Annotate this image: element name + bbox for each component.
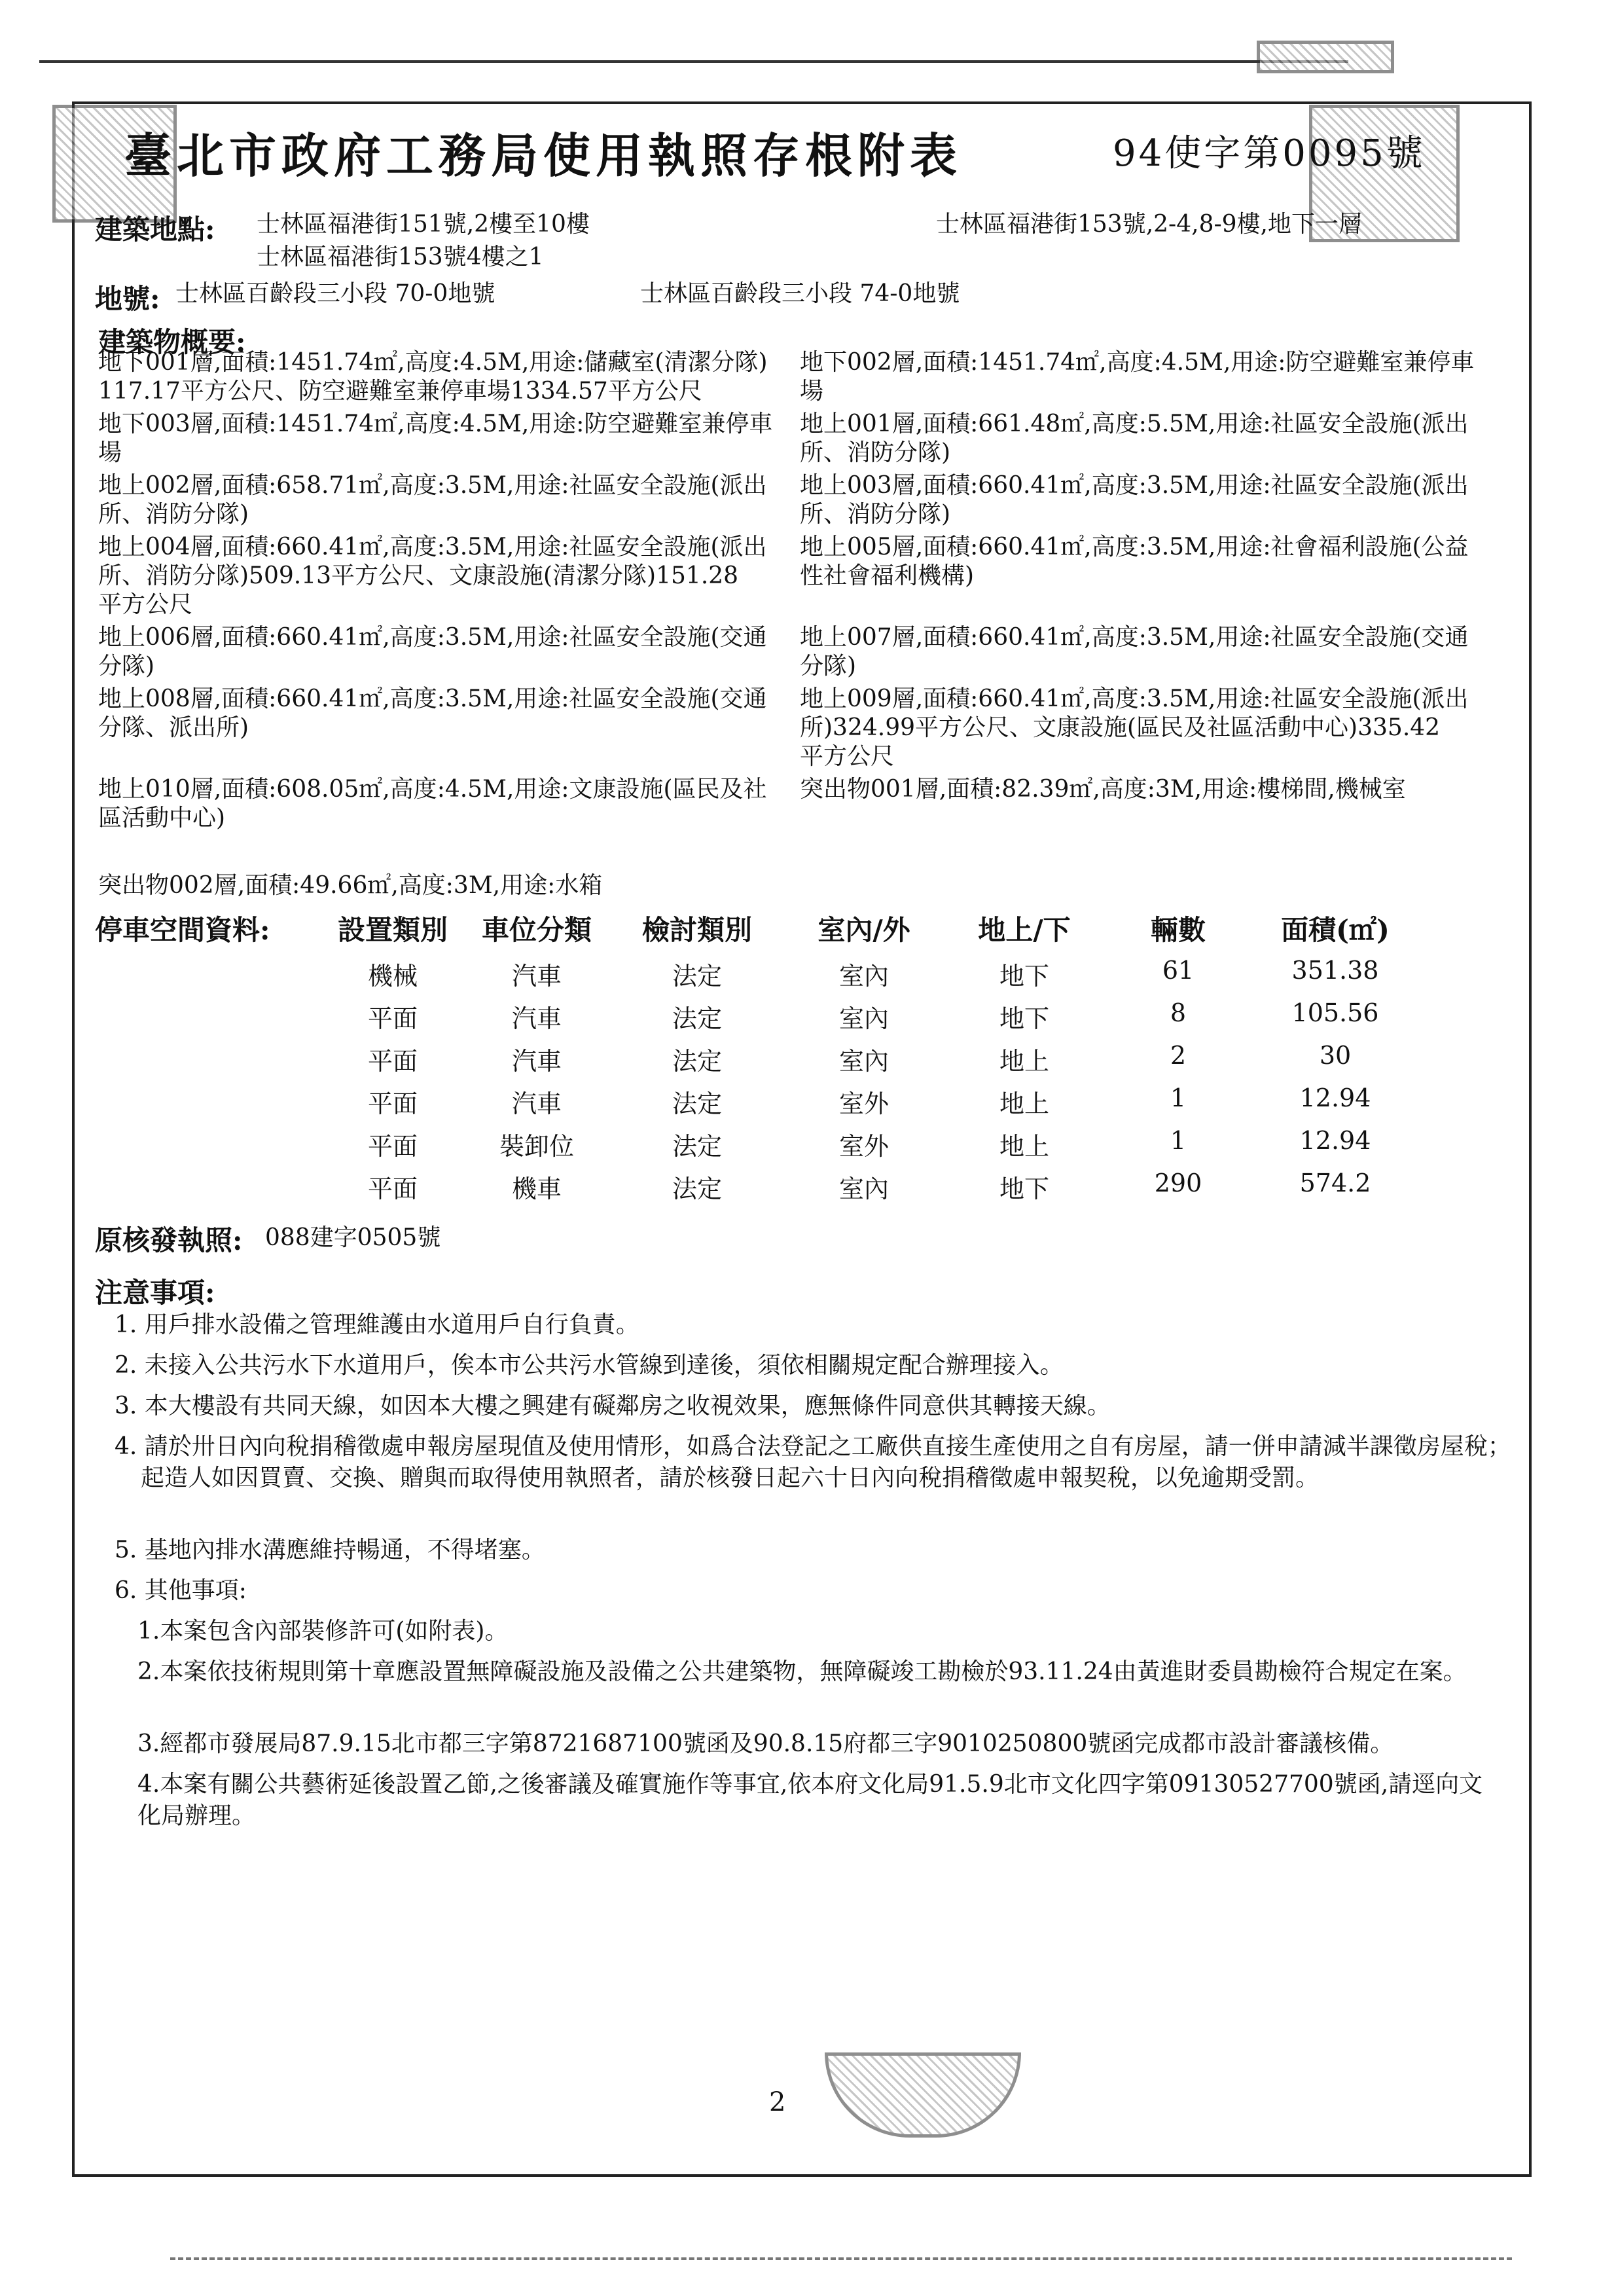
parking-col-header: 設置類別 [337,914,448,946]
bottom-scan-line [170,2257,1512,2260]
overview-line: 所)324.99平方公尺、文康設施(區民及社區活動中心)335.42 [800,714,1441,741]
overview-line: 平方公尺 [98,591,193,618]
parking-cell: 室外 [838,1089,889,1118]
overview-entry-left [98,410,799,467]
parking-row [0,1126,1618,1165]
parking-cell: 機車 [511,1175,562,1203]
seal-stamp-top [1257,41,1394,73]
parking-label: 停車空間資料: [95,914,270,946]
parking-row [0,956,1618,995]
top-scan-line [39,60,1348,63]
parking-cell: 機械 [367,962,418,991]
parking-col-header: 地上/下 [978,914,1071,946]
parking-cell: 地下 [999,962,1049,991]
overview-line: 地上004層,面積:660.41㎡,高度:3.5M,用途:社區安全設施(派出 [98,534,767,560]
overview-line: 分隊、派出所) [98,714,249,741]
overview-entry-right [800,410,1513,467]
parking-cell: 裝卸位 [499,1132,574,1161]
page-title: 臺北市政府工務局使用執照存根附表 [124,128,963,183]
parking-cell: 地上 [999,1132,1049,1161]
parking-cell: 平面 [367,1004,418,1033]
parking-cell: 30 [1319,1041,1352,1070]
note-item: 5. 基地內排水溝應維持暢通，不得堵塞。 [115,1537,545,1563]
page-number: 2 [769,2087,786,2117]
overview-line: 分隊) [800,653,857,680]
overview-entry-right [800,471,1513,529]
parking-cell: 汽車 [511,1047,562,1076]
overview-entry-left [98,623,799,681]
parking-cell: 61 [1162,956,1195,985]
overview-line: 平方公尺 [800,743,895,770]
note-item: 1. 用戶排水設備之管理維護由水道用戶自行負責。 [115,1311,639,1338]
overview-line: 場 [800,378,824,405]
site-address-2: 士林區福港街153號4樓之1 [257,244,544,270]
original-permit-label: 原核發執照: [95,1224,243,1256]
overview-line: 性社會福利機構) [800,562,975,589]
overview-line: 地下003層,面積:1451.74㎡,高度:4.5M,用途:防空避難室兼停車 [98,410,773,437]
parking-col-header: 室內/外 [818,914,910,946]
overview-line: 地上006層,面積:660.41㎡,高度:3.5M,用途:社區安全設施(交通 [98,624,767,651]
lot-number-1: 士林區百齡段三小段 70-0地號 [175,280,495,307]
parking-col-header: 車位分類 [481,914,592,946]
overview-entry-right [800,685,1513,771]
parking-cell: 室內 [838,1047,889,1076]
parking-cell: 1 [1170,1126,1187,1155]
overview-line: 地上001層,面積:661.48㎡,高度:5.5M,用途:社區安全設施(派出 [800,410,1469,437]
parking-cell: 法定 [672,1047,722,1076]
parking-cell: 8 [1170,998,1187,1027]
overview-line: 地下002層,面積:1451.74㎡,高度:4.5M,用途:防空避難室兼停車 [800,349,1475,376]
parking-cell: 汽車 [511,1089,562,1118]
overview-entry-right [800,533,1513,619]
parking-col-header: 輛數 [1150,914,1206,946]
parking-cell: 法定 [672,1089,722,1118]
overview-line: 區活動中心) [98,805,226,831]
overview-line: 分隊) [98,653,155,680]
parking-cell: 地上 [999,1047,1049,1076]
overview-line: 突出物001層,面積:82.39㎡,高度:3M,用途:樓梯間,機械室 [800,776,1406,803]
site-label: 建築地點: [95,213,215,246]
overview-entry-right [800,623,1513,681]
overview-line: 場 [98,439,122,466]
parking-col-header: 檢討類別 [641,914,752,946]
parking-cell: 汽車 [511,962,562,991]
parking-cell: 平面 [367,1089,418,1118]
parking-cell: 室內 [838,1004,889,1033]
overview-line: 所、消防分隊)509.13平方公尺、文康設施(清潔分隊)151.28 [98,562,739,589]
overview-line: 地上005層,面積:660.41㎡,高度:3.5M,用途:社會福利設施(公益 [800,534,1469,560]
overview-line: 地上010層,面積:608.05㎡,高度:4.5M,用途:文康設施(區民及社 [98,776,767,803]
permit-number: 94使字第0095號 [1113,132,1426,175]
parking-cell: 351.38 [1291,956,1379,985]
parking-cell: 法定 [672,1004,722,1033]
note-item: 4. 請於卅日內向稅捐稽徵處申報房屋現值及使用情形，如爲合法登記之工廠供直接生產使用之自有房屋，請一併申請減半課徵房屋稅；起造人如因買賣、交換、贈與而取得使用執照者，請於核發日起六十日內向稅捐稽徵處申報契稅，以免逾期受罰。 [115,1433,1511,1491]
overview-line: 所、消防分隊) [800,439,951,466]
parking-cell: 12.94 [1299,1126,1371,1155]
note-sub-item: 4.本案有關公共藝術延後設置乙節,之後審議及確實施作等事宜,依本府文化局91.5.9北市文化四字第09130527700號函,請逕向文化局辦理。 [137,1771,1483,1829]
overview-line: 117.17平方公尺、防空避難室兼停車場1334.57平方公尺 [98,378,702,405]
parking-cell: 法定 [672,1175,722,1203]
overview-entry-right [800,775,1513,833]
notes-label: 注意事項: [95,1277,215,1309]
parking-col-header: 面積(㎡) [1281,914,1390,946]
overview-entry-right [800,348,1513,406]
overview-entry-left [98,533,799,619]
note-sub-item: 1.本案包含內部裝修許可(如附表)。 [137,1618,509,1645]
note-sub-item: 2.本案依技術規則第十章應設置無障礙設施及設備之公共建築物，無障礙竣工勘檢於93.11.24由黃進財委員勘檢符合規定在案。 [137,1658,1467,1685]
parking-header-row [0,909,1618,948]
parking-cell: 室外 [838,1132,889,1161]
note-item: 2. 未接入公共污水下水道用戶，俟本市公共污水管線到達後，須依相關規定配合辦理接入。 [115,1352,1064,1379]
overview-line: 地上002層,面積:658.71㎡,高度:3.5M,用途:社區安全設施(派出 [98,472,767,499]
overview-line: 地上003層,面積:660.41㎡,高度:3.5M,用途:社區安全設施(派出 [800,472,1469,499]
note-item: 6. 其他事項: [115,1577,247,1604]
parking-cell: 法定 [672,1132,722,1161]
note-sub-item: 3.經都市發展局87.9.15北市都三字第8721687100號函及90.8.15府都三字9010250800號函完成都市設計審議核備。 [137,1730,1394,1757]
overview-left-column [98,348,799,837]
overview-line: 地上008層,面積:660.41㎡,高度:3.5M,用途:社區安全設施(交通 [98,685,767,712]
note-item: 3. 本大樓設有共同天線，如因本大樓之興建有礙鄰房之收視效果，應無條件同意供其轉接天線。 [115,1393,1111,1419]
overview-extra: 突出物002層,面積:49.66㎡,高度:3M,用途:水箱 [98,872,603,899]
parking-row [0,998,1618,1038]
overview-entry-left [98,775,799,833]
overview-line: 地下001層,面積:1451.74㎡,高度:4.5M,用途:儲藏室(清潔分隊) [98,349,768,376]
parking-row [0,1041,1618,1080]
parking-cell: 1 [1170,1084,1187,1112]
overview-entry-left [98,348,799,406]
overview-line: 地上007層,面積:660.41㎡,高度:3.5M,用途:社區安全設施(交通 [800,624,1469,651]
overview-line: 所、消防分隊) [98,501,249,528]
original-permit-value: 088建字0505號 [265,1224,441,1251]
parking-cell: 2 [1170,1041,1187,1070]
lot-number-2: 士林區百齡段三小段 74-0地號 [640,280,960,307]
parking-cell: 法定 [672,962,722,991]
parking-row [0,1169,1618,1208]
parking-cell: 平面 [367,1175,418,1203]
parking-cell: 平面 [367,1047,418,1076]
parking-cell: 地下 [999,1004,1049,1033]
parking-cell: 平面 [367,1132,418,1161]
parking-cell: 105.56 [1291,998,1379,1027]
parking-row [0,1084,1618,1123]
overview-right-column [800,348,1513,837]
parking-cell: 574.2 [1299,1169,1371,1197]
parking-cell: 地上 [999,1089,1049,1118]
parking-cell: 室內 [838,1175,889,1203]
parking-cell: 汽車 [511,1004,562,1033]
site-address-1: 士林區福港街151號,2樓至10樓 [257,211,590,238]
overview-line: 地上009層,面積:660.41㎡,高度:3.5M,用途:社區安全設施(派出 [800,685,1469,712]
overview-label: 建築物概要: [98,326,246,358]
site-address-3: 士林區福港街153號,2-4,8-9樓,地下一層 [936,211,1362,238]
lot-label: 地號: [95,283,160,315]
parking-cell: 12.94 [1299,1084,1371,1112]
overview-entry-left [98,685,799,771]
parking-cell: 290 [1154,1169,1202,1197]
parking-cell: 地下 [999,1175,1049,1203]
parking-cell: 室內 [838,962,889,991]
overview-entry-left [98,471,799,529]
overview-line: 所、消防分隊) [800,501,951,528]
